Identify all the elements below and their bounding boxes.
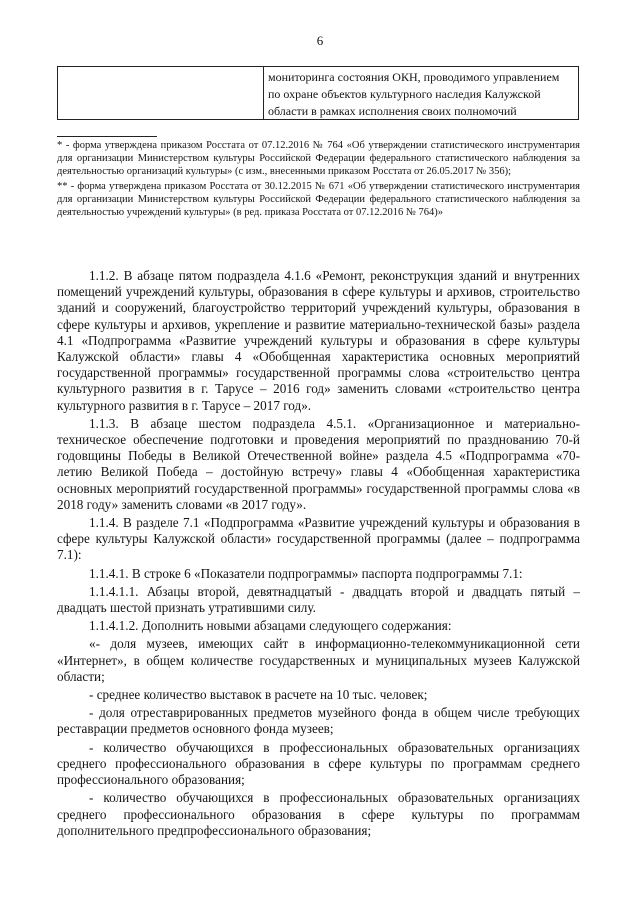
list-item-restored-items: - доля отреставрированных предметов музейного фонда в общем числе требующих реставрации предметов основного фонда музеев; [57, 705, 580, 737]
paragraph-1-1-3: 1.1.3. В абзаце шестом подраздела 4.5.1. «Организационное и материально-техническое обеспечение подготовки и проведения мероприятий по празднованию 70-й годовщины Победы в Великой Отечественной войне» раздела 4.5 «Подпрограмма «70-летию Великой Победа – достойную встречу» главы 4 «Обобщенная характеристика основных мероприятий государственной программы» государственной программы слова «в 2018 году» заменить словами «в 2017 году». [57, 415, 580, 512]
footnote-separator [57, 136, 157, 137]
footnote-2: ** - форма утверждена приказом Росстата от 30.12.2015 № 671 «Об утверждении статистического инструментария для организации Министерством культуры Российской Федерации федерального статистического наблюдения за деятельностью учреждений культуры» (в ред. приказа Росстата от 07.12.2016 № 764)» [57, 181, 580, 218]
list-item-museum-sites: «- доля музеев, имеющих сайт в информационно-телекоммуникационной сети «Интернет», в общем количестве государственных и муниципальных музеев Калужской области; [57, 636, 580, 684]
paragraph-1-1-4-1-2: 1.1.4.1.2. Дополнить новыми абзацами следующего содержания: [89, 618, 452, 634]
list-item-students-preprofessional: - количество обучающихся в профессиональных образовательных организациях среднего профессионального образования в сфере культуры по программам дополнительного предпрофессионального образования; [57, 790, 580, 838]
table-cell-left [58, 67, 264, 119]
paragraph-1-1-4-1-1: 1.1.4.1.1. Абзацы второй, девятнадцатый - двадцать второй и двадцать пятый – двадцать шестой признать утратившими силу. [57, 583, 580, 616]
footnotes [57, 139, 580, 219]
footnote-1: * - форма утверждена приказом Росстата от 07.12.2016 № 764 «Об утверждении статистического инструментария для организации Министерством культуры Российской Федерации федерального статистического наблюдения за деятельностью организаций культуры» (с изм., внесенными приказом Росстата от 26.05.2017 № 356); [57, 140, 580, 177]
paragraph-1-1-4: 1.1.4. В разделе 7.1 «Подпрограмма «Развитие учреждений культуры и образования в сфере культуры Калужской области» государственной программы (далее – подпрограмма 7.1): [57, 515, 580, 563]
paragraph-1-1-4-1: 1.1.4.1. В строке 6 «Показатели подпрограммы» паспорта подпрограммы 7.1: [89, 565, 523, 581]
page-number: 6 [316, 33, 324, 48]
table-fragment [57, 66, 579, 120]
list-item-exhibitions: - среднее количество выставок в расчете на 10 тыс. человек; [89, 687, 428, 703]
list-item-students-secondary: - количество обучающихся в профессиональных образовательных организациях среднего профессионального образования в сфере культуры по программам среднего профессионального образования; [57, 739, 580, 788]
paragraph-1-1-2: 1.1.2. В абзаце пятом подраздела 4.1.6 «Ремонт, реконструкция зданий и внутренних помещений учреждений культуры, образования в сфере культуры и архивов, строительство зданий и сооружений, благоустройство территорий учреждений культуры, образования в сфере культуры и архивов, укрепление и развитие материально-технической базы» раздела 4.1 «Подпрограмма «Развитие учреждений культуры и образования в сфере культуры Калужской области» главы 4 «Обобщенная характеристика основных мероприятий государственной программы» государственной программы слова «строительство центра культурного развития в г. Тарусе – 2016 год» заменить словами «строительство центра культурного развития в г. Тарусе – 2017 год». [57, 268, 580, 413]
table-cell-right: мониторинга состояния ОКН, проводимого управлением по охране объектов культурного наследия Калужской области в рамках исполнения своих полномочий [268, 70, 560, 118]
body-text [57, 268, 580, 839]
